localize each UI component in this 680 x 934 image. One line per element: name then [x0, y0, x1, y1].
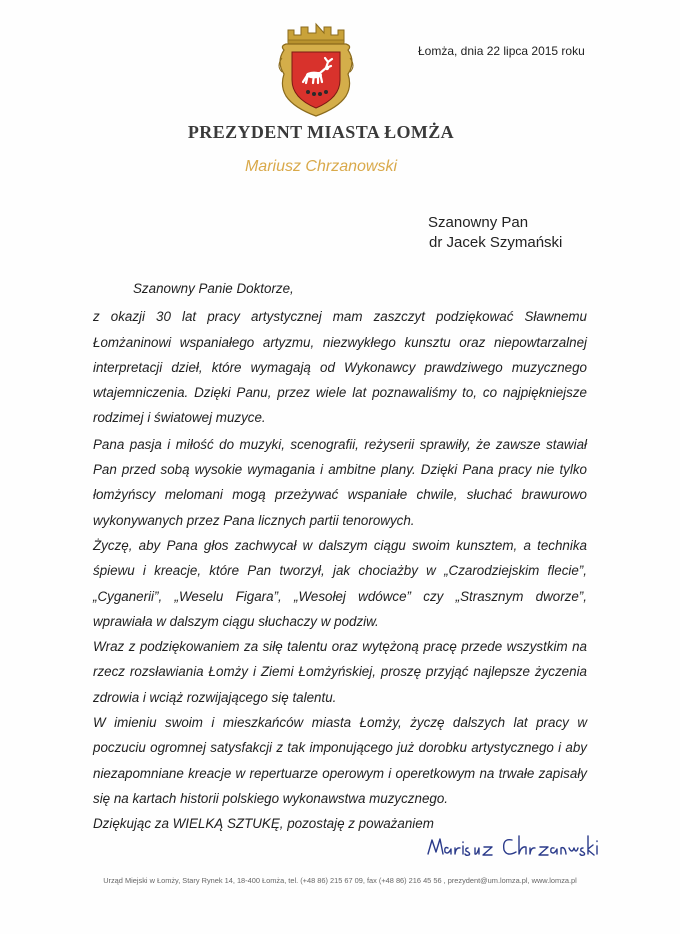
- letterhead-footer: Urząd Miejski w Łomży, Stary Rynek 14, 18-400 Łomża, tel. (+48 86) 215 67 09, fax (+48 86) 216 45 56 , prezydent@um.lomza.pl, www.lomza.pl: [103, 876, 577, 885]
- lomza-coat-of-arms-icon: [276, 22, 356, 118]
- letter-date: Łomża, dnia 22 lipca 2015 roku: [418, 44, 585, 58]
- paragraph-2: Pana pasja i miłość do muzyki, scenografii, reżyserii sprawiły, że zawsze stawiał Pan przed sobą wysokie wymagania i ambitne plany. Dzięki Pana pracy nie tylko łomżyńscy melomani mogą przeżywać wspaniałe chwile, słuchać brawurowo wykonywanych przez Pana licznych partii tenorowych.: [93, 436, 587, 528]
- paragraph-1: z okazji 30 lat pracy artystycznej mam zaszczyt podziękować Sławnemu Łomżaninowi wspaniałego artyzmu, niezwykłego kunsztu oraz niepowtarzalnej interpretacji dzieł, które wymagają od Wykonawcy prawdziwego muzycznego wtajemniczenia. Dzięki Panu, przez wiele lat poznawaliśmy to, co najpiękniejsze rodzimej i światowej muzyce.: [93, 309, 587, 426]
- paragraph-5: W imieniu swoim i mieszkańców miasta Łomży, życzę dalszych lat pracy w poczuciu ogromnej satysfakcji z tak imponującego już dorobku artystycznego i aby niezapomniane kreacje w repertuarze operowym i operetkowym na trwałe zapisały się na kartach historii polskiego wykonawstwa muzycznego.: [93, 715, 587, 806]
- recipient-line-1: Szanowny Pan: [428, 214, 529, 231]
- closing-line: Dziękując za WIELKĄ SZTUKĘ, pozostaję z poważaniem: [93, 816, 434, 832]
- office-title: PREZYDENT MIASTA ŁOMŻA: [187, 122, 455, 142]
- mayor-name: Mariusz Chrzanowski: [244, 158, 398, 175]
- paragraph-3: Życzę, aby Pana głos zachwycał w dalszym ciągu swoim kunsztem, a technika śpiewu i kreacje, które Pan tworzył, jak chociażby w „Czarodziejskim flecie”, „Cyganerii”, „Weselu Figara”, „Wesołej wdówce” czy „Strasznym dworze”, wprawiała w dalszym ciągu słuchaczy w podziw.: [93, 537, 587, 629]
- recipient-line-2: dr Jacek Szymański: [429, 234, 563, 251]
- recipient-block: [428, 213, 562, 253]
- handwritten-signature: [420, 824, 600, 868]
- letter-body: [93, 276, 587, 837]
- salutation: Szanowny Panie Doktorze,: [133, 281, 294, 296]
- paragraph-4: Wraz z podziękowaniem za siłę talentu oraz wytężoną pracę przede wszystkim na rzecz rozsławiania Łomży i Ziemi Łomżyńskiej, proszę przyjąć najlepsze życzenia zdrowia i wciąż rozwijającego się talentu.: [93, 639, 587, 705]
